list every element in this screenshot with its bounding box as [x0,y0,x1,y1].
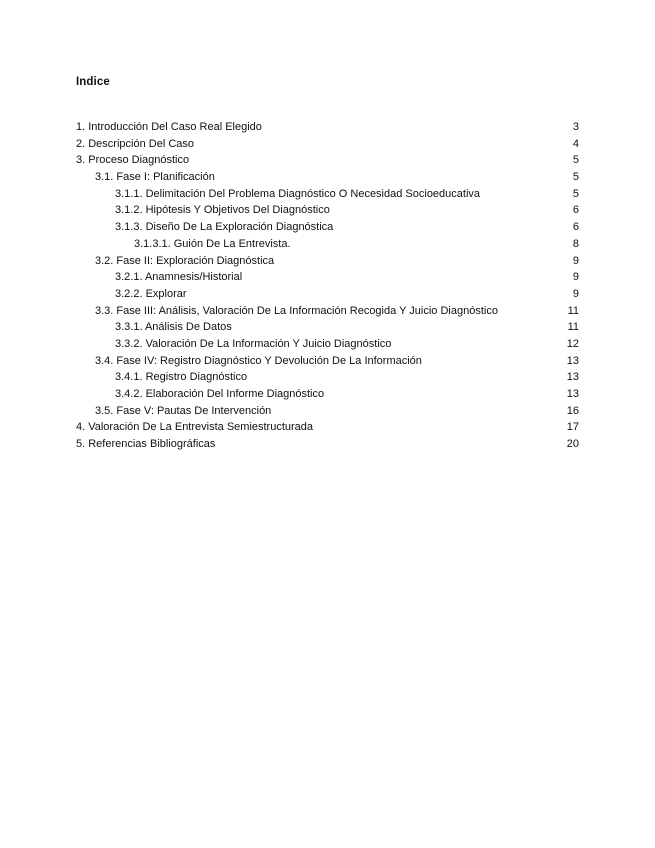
toc-entry[interactable] [76,253,579,270]
toc-entry[interactable] [76,386,579,403]
toc-entry-text: 3.2. Fase II: Exploración Diagnóstica [95,254,275,267]
toc-entry[interactable] [76,403,579,420]
toc-entry[interactable] [76,152,579,169]
toc-entry-page: 12 [566,337,579,350]
toc-entry-text: 3.2.1. Anamnesis/Historial [115,271,243,284]
toc-entry-text: 3.1.3.1. Guión De La Entrevista. [134,237,291,250]
toc-entry-page: 3 [572,121,579,133]
toc-entry[interactable] [76,119,579,136]
toc-entry-page: 17 [566,421,579,434]
toc-entry[interactable] [76,169,579,186]
toc-entry-page: 4 [572,137,579,150]
toc-entry-page: 16 [566,404,579,417]
toc-entry[interactable] [76,419,579,436]
table-of-contents [76,119,579,453]
toc-entry-page: 11 [567,321,579,334]
toc-entry[interactable] [76,319,579,336]
toc-entry[interactable] [76,303,579,320]
toc-entry-page: 6 [572,221,579,234]
toc-entry[interactable] [76,202,579,219]
toc-entry-page: 9 [572,254,579,267]
toc-entry-text: 3.1.2. Hipótesis Y Objetivos Del Diagnóstico [115,204,330,217]
toc-entry-text: 3.5. Fase V: Pautas De Intervención [95,404,272,417]
toc-entry-text: 3.1. Fase I: Planificación [95,171,215,184]
toc-entry[interactable] [76,269,579,286]
toc-entry-page: 5 [572,171,579,184]
toc-entry[interactable] [76,219,579,236]
toc-entry-page: 8 [572,237,579,250]
toc-entry-text: 3.1.1. Delimitación Del Problema Diagnóstico O Necesidad Socioeducativa [115,187,481,200]
toc-entry-page: 5 [572,187,579,200]
toc-entry-page: 5 [572,154,579,167]
toc-entry-text: 3.3.1. Análisis De Datos [115,321,232,334]
toc-entry-page: 13 [566,388,579,400]
toc-entry-page: 9 [572,271,579,284]
toc-entry[interactable] [76,369,579,386]
toc-entry-text: 1. Introducción Del Caso Real Elegido [76,121,262,133]
toc-entry-page: 13 [566,354,579,367]
toc-entry[interactable] [76,136,579,153]
toc-entry-text: 3. Proceso Diagnóstico [76,154,190,167]
toc-entry-text: 3.3.2. Valoración De La Información Y Juicio Diagnóstico [115,337,392,350]
toc-entry[interactable] [76,236,579,253]
toc-entry-text: 3.4. Fase IV: Registro Diagnóstico Y Devolución De La Información [95,354,422,367]
toc-entry-text: 3.3. Fase III: Análisis, Valoración De La Información Recogida Y Juicio Diagnóstico [95,304,498,317]
toc-entry-text: 2. Descripción Del Caso [76,137,194,150]
toc-entry-text: 3.1.3. Diseño De La Exploración Diagnóstica [115,221,334,234]
toc-entry-page: 13 [566,371,579,384]
toc-entry-text: 3.4.2. Elaboración Del Informe Diagnóstico [115,388,325,400]
toc-entry[interactable] [76,286,579,303]
toc-entry-text: 5. Referencias Bibliográficas [76,438,216,451]
toc-entry[interactable] [76,336,579,353]
toc-entry-text: 4. Valoración De La Entrevista Semiestructurada [76,421,314,434]
toc-title: Indice [76,76,110,88]
toc-entry-page: 9 [572,287,579,300]
toc-entry-page: 20 [566,438,579,451]
toc-entry[interactable] [76,353,579,370]
toc-entry-page: 6 [572,204,579,217]
toc-entry-text: 3.2.2. Explorar [115,287,187,300]
toc-entry[interactable] [76,436,579,453]
toc-entry[interactable] [76,186,579,203]
toc-entry-page: 11 [567,304,579,317]
toc-entry-text: 3.4.1. Registro Diagnóstico [115,371,248,384]
